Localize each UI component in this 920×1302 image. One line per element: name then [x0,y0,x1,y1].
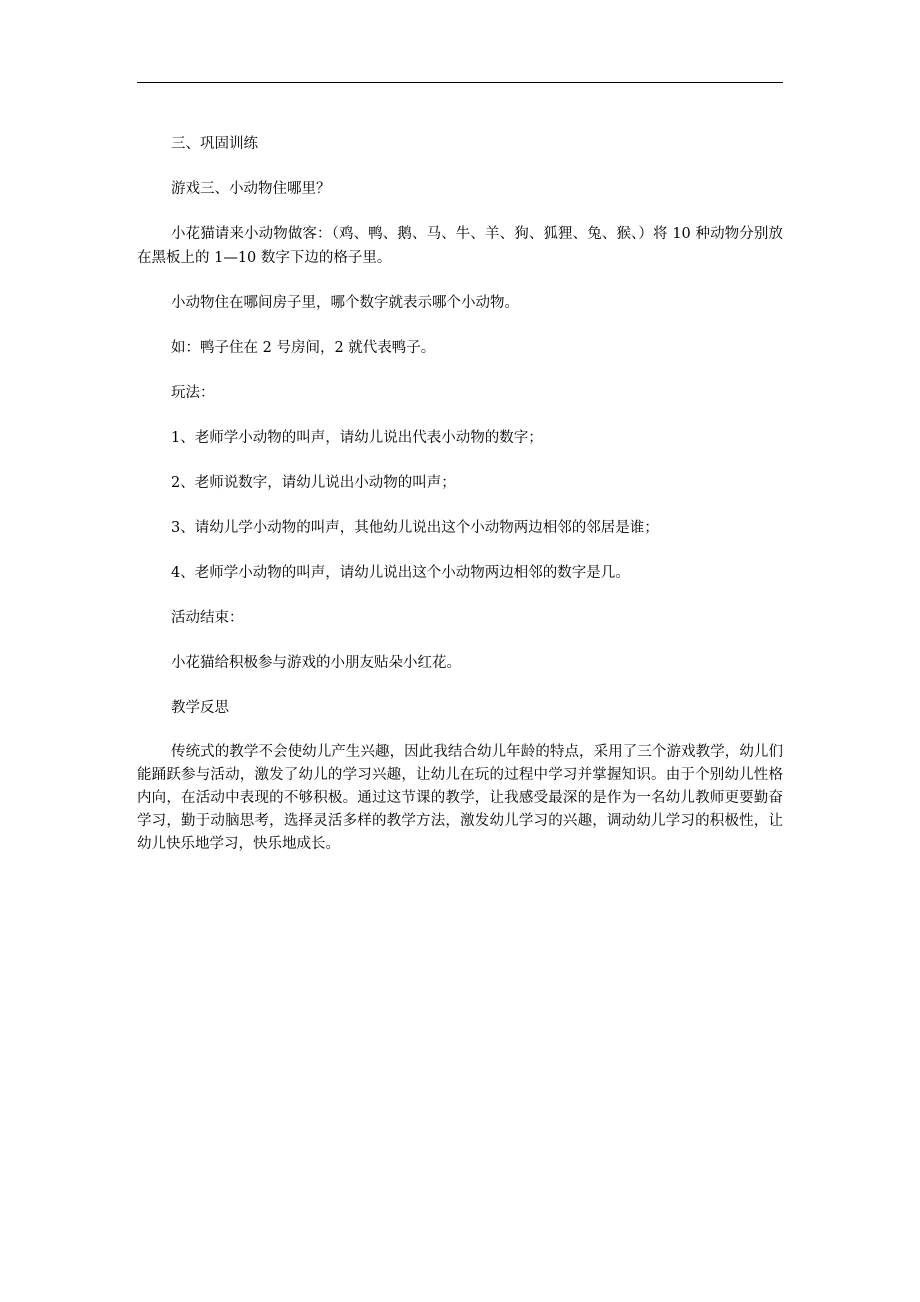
reflection-paragraph: 传统式的教学不会使幼儿产生兴趣，因此我结合幼儿年龄的特点，采用了三个游戏教学，幼儿们能踊跃参与活动，激发了幼儿的学习兴趣，让幼儿在玩的过程中学习并掌握知识。由于个别幼儿性格内向，在活动中表现的不够积极。通过这节课的教学，让我感受最深的是作为一名幼儿教师更要勤奋学习，勤于动脑思考，选择灵活多样的教学方法，激发幼儿学习的兴趣，调动幼儿学习的积极性，让幼儿快乐地学习，快乐地成长。 [137,744,783,852]
play-step-3: 3、请幼儿学小动物的叫声，其他幼儿说出这个小动物两边相邻的邻居是谁； [171,520,659,536]
section-heading: 三、巩固训练 [171,136,258,152]
game-rule-paragraph: 小动物住在哪间房子里，哪个数字就表示哪个小动物。 [171,295,519,311]
example-paragraph: 如：鸭子住在 2 号房间，2 就代表鸭子。 [171,340,436,356]
activity-end-paragraph: 小花猫给积极参与游戏的小朋友贴朵小红花。 [171,655,461,671]
play-step-4: 4、老师学小动物的叫声，请幼儿说出这个小动物两边相邻的数字是几。 [171,565,630,581]
activity-end-label: 活动结束： [171,610,244,626]
reflection-heading: 教学反思 [171,700,229,716]
game-title: 游戏三、小动物住哪里？ [171,181,331,197]
play-step-1: 1、老师学小动物的叫声，请幼儿说出代表小动物的数字； [171,430,543,446]
header-rule [137,82,783,83]
document-body [137,132,783,856]
game-intro-paragraph: 小花猫请来小动物做客：（鸡、鸭、鹅、马、牛、羊、狗、狐狸、兔、猴、）将 10 种动物分别放在黑板上的 1—10 数字下边的格子里。 [137,226,783,266]
play-step-2: 2、老师说数字，请幼儿说出小动物的叫声； [171,475,456,491]
how-to-play-label: 玩法： [171,385,215,401]
